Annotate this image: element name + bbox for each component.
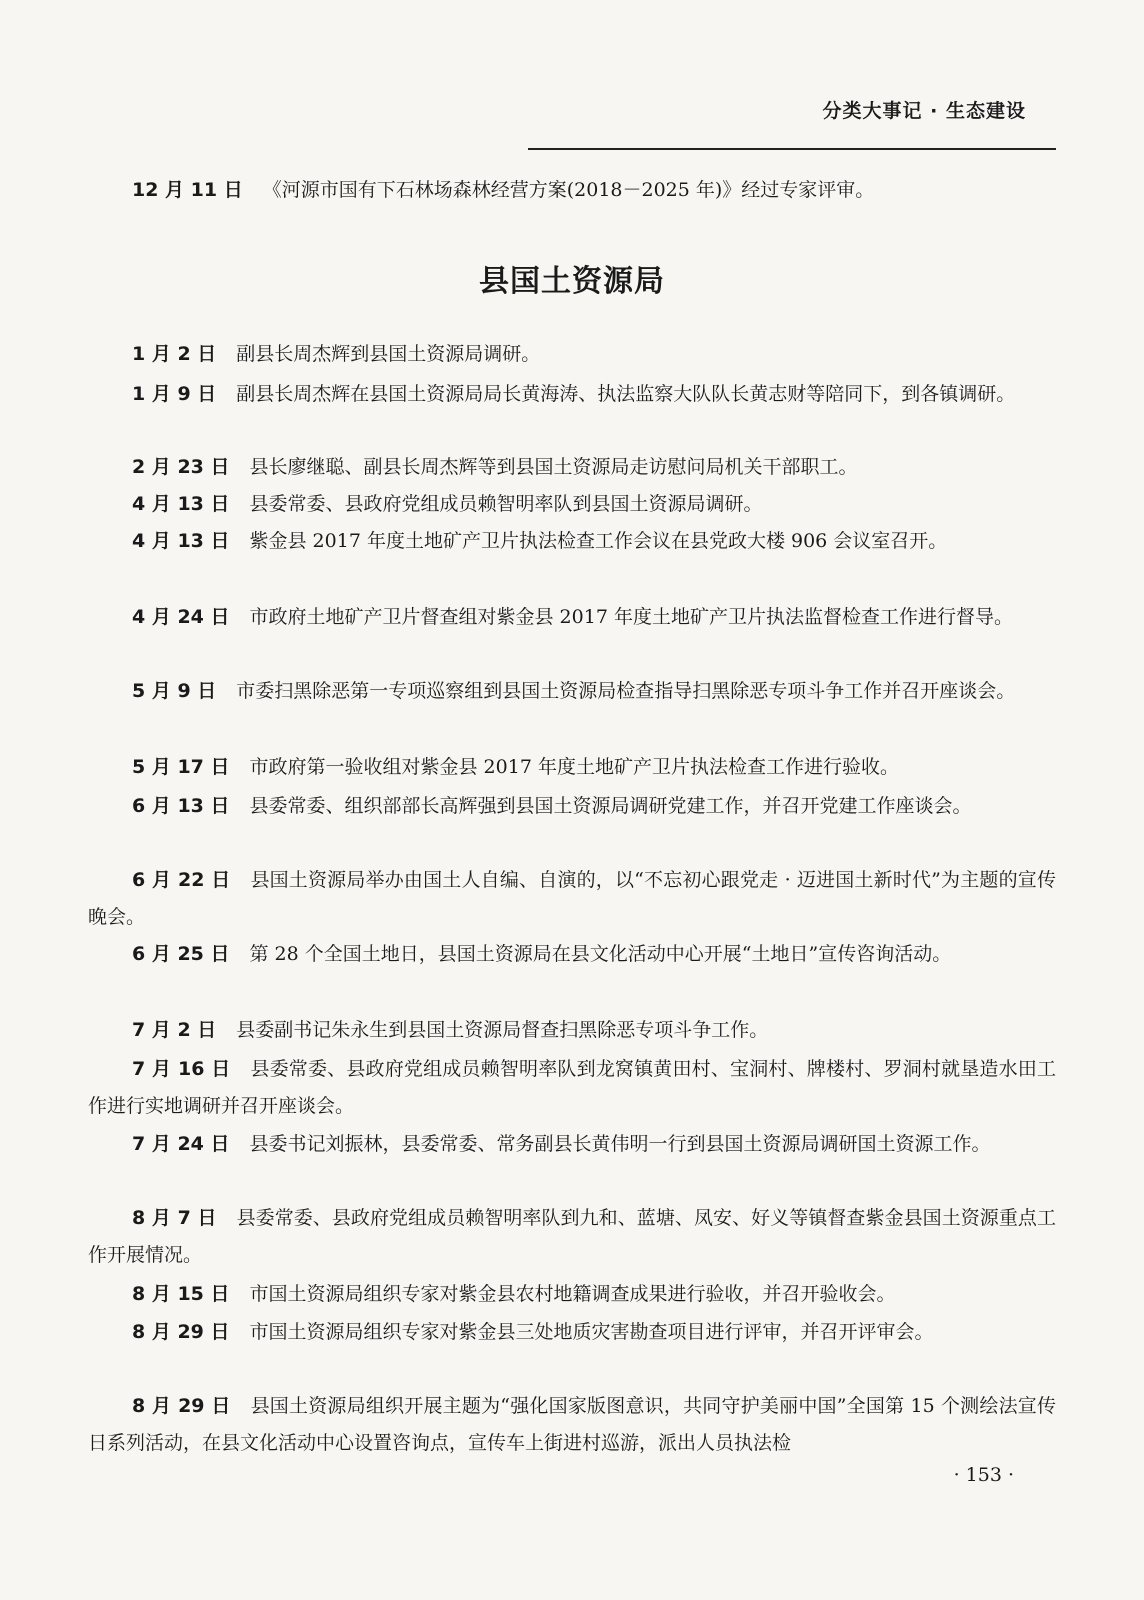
event-text: 市国土资源局组织专家对紫金县农村地籍调查成果进行验收，并召开验收会。 bbox=[249, 1283, 896, 1305]
event-entry bbox=[88, 486, 1056, 523]
event-text: 县委常委、县政府党组成员赖智明率队到龙窝镇黄田村、宝洞村、牌楼村、罗洞村就垦造水田工作进行实地调研并召开座谈会。 bbox=[88, 1058, 1056, 1117]
event-text: 县国土资源局组织开展主题为“强化国家版图意识，共同守护美丽中国”全国第 15 个测绘法宣传日系列活动，在县文化活动中心设置咨询点，宣传车上街进村巡游，派出人员执法检 bbox=[88, 1395, 1057, 1454]
event-text: 县委常委、组织部部长高辉强到县国土资源局调研党建工作，并召开党建工作座谈会。 bbox=[249, 795, 972, 817]
event-date: 7 月 16 日 bbox=[132, 1058, 231, 1080]
event-date: 12 月 11 日 bbox=[132, 179, 243, 201]
event-date: 4 月 24 日 bbox=[132, 606, 230, 628]
event-date: 8 月 15 日 bbox=[132, 1283, 230, 1305]
event-date: 1 月 9 日 bbox=[132, 383, 217, 405]
event-date: 4 月 13 日 bbox=[132, 530, 230, 552]
event-entry bbox=[88, 1388, 1056, 1462]
event-date: 6 月 22 日 bbox=[132, 869, 231, 891]
event-date: 1 月 2 日 bbox=[132, 343, 217, 365]
event-entry bbox=[88, 523, 1056, 560]
event-text: 县委书记刘振林，县委常委、常务副县长黄伟明一行到县国土资源局调研国土资源工作。 bbox=[249, 1133, 991, 1155]
event-entry bbox=[88, 1012, 1056, 1049]
event-entry bbox=[88, 599, 1056, 636]
event-text: 第 28 个全国土地日，县国土资源局在县文化活动中心开展“土地日”宣传咨询活动。 bbox=[249, 943, 952, 965]
event-text: 市国土资源局组织专家对紫金县三处地质灾害勘查项目进行评审，并召开评审会。 bbox=[249, 1321, 934, 1343]
event-text: 县委常委、县政府党组成员赖智明率队到九和、蓝塘、凤安、好义等镇督查紫金县国土资源重点工作开展情况。 bbox=[88, 1207, 1056, 1266]
header-rule bbox=[528, 148, 1056, 150]
event-entry bbox=[88, 1200, 1056, 1274]
event-text: 紫金县 2017 年度土地矿产卫片执法检查工作会议在县党政大楼 906 会议室召开。 bbox=[249, 530, 948, 552]
event-text: 县委常委、县政府党组成员赖智明率队到县国土资源局调研。 bbox=[249, 493, 763, 515]
event-entry bbox=[88, 936, 1056, 973]
event-entry bbox=[88, 1314, 1056, 1351]
event-entry bbox=[88, 862, 1056, 936]
event-date: 5 月 9 日 bbox=[132, 680, 217, 702]
event-date: 6 月 13 日 bbox=[132, 795, 230, 817]
event-text: 《河源市国有下石林场森林经营方案(2018－2025 年)》经过专家评审。 bbox=[262, 179, 875, 201]
page-number: · 153 · bbox=[953, 1464, 1014, 1486]
event-text: 县委副书记朱永生到县国土资源局督查扫黑除恶专项斗争工作。 bbox=[236, 1019, 769, 1041]
event-entry bbox=[88, 1276, 1056, 1313]
event-entry bbox=[88, 172, 1056, 209]
event-text: 县国土资源局举办由国土人自编、自演的，以“不忘初心跟党走 · 迈进国土新时代”为主题的宣传晚会。 bbox=[88, 869, 1056, 928]
event-text: 市委扫黑除恶第一专项巡察组到县国土资源局检查指导扫黑除恶专项斗争工作并召开座谈会。 bbox=[236, 680, 1016, 702]
running-head: 分类大事记 · 生态建设 bbox=[822, 100, 1026, 122]
event-date: 4 月 13 日 bbox=[132, 493, 230, 515]
event-date: 8 月 29 日 bbox=[132, 1395, 231, 1417]
event-text: 市政府土地矿产卫片督查组对紫金县 2017 年度土地矿产卫片执法监督检查工作进行督导。 bbox=[249, 606, 1013, 628]
section-title: 县国土资源局 bbox=[479, 264, 665, 299]
event-date: 5 月 17 日 bbox=[132, 756, 230, 778]
event-date: 7 月 2 日 bbox=[132, 1019, 217, 1041]
event-date: 6 月 25 日 bbox=[132, 943, 230, 965]
event-entry bbox=[88, 449, 1056, 486]
event-entry bbox=[88, 749, 1056, 786]
event-text: 副县长周杰辉到县国土资源局调研。 bbox=[236, 343, 541, 365]
event-entry bbox=[88, 788, 1056, 825]
event-date: 2 月 23 日 bbox=[132, 456, 230, 478]
event-entry bbox=[88, 376, 1056, 413]
event-date: 7 月 24 日 bbox=[132, 1133, 230, 1155]
event-entry bbox=[88, 673, 1056, 710]
event-date: 8 月 7 日 bbox=[132, 1207, 217, 1229]
event-text: 副县长周杰辉在县国土资源局局长黄海涛、执法监察大队队长黄志财等陪同下，到各镇调研。 bbox=[236, 383, 1016, 405]
event-entry bbox=[88, 336, 1056, 373]
event-date: 8 月 29 日 bbox=[132, 1321, 230, 1343]
event-text: 县长廖继聪、副县长周杰辉等到县国土资源局走访慰问局机关干部职工。 bbox=[249, 456, 858, 478]
event-text: 市政府第一验收组对紫金县 2017 年度土地矿产卫片执法检查工作进行验收。 bbox=[249, 756, 899, 778]
event-entry bbox=[88, 1051, 1056, 1125]
event-entry bbox=[88, 1126, 1056, 1163]
